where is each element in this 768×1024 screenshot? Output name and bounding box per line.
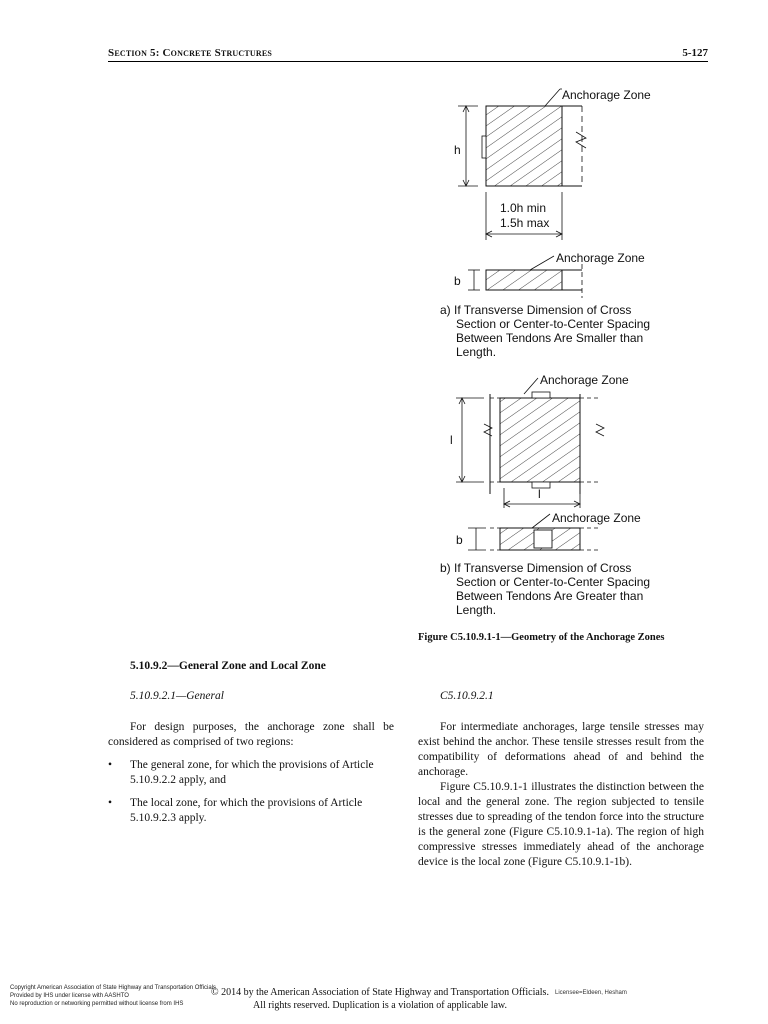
case-a-line-4: Length. — [456, 345, 497, 359]
commentary-paragraph-1: For intermediate anchorages, large tensile stresses may exist behind the anchor. These tensile stresses result from the compatibility of deformations ahead of and behind the anchorage. — [418, 721, 704, 778]
list-item: • The local zone, for which the provisions of Article 5.10.9.2.3 apply. — [108, 796, 394, 826]
case-b-line-4: Length. — [456, 603, 497, 617]
article-subheading: 5.10.9.2.1—General — [130, 690, 224, 702]
copyright-line: © 2014 by the American Association of State Highway and Transportation Officials. — [211, 987, 549, 998]
case-a-line-3: Between Tendons Are Smaller than — [456, 331, 644, 345]
case-b-line-1: b) If Transverse Dimension of Cross — [440, 561, 632, 575]
list-item: • The general zone, for which the provisions of Article 5.10.9.2.2 apply, and — [108, 758, 394, 788]
label-anchorage-zone-a1: Anchorage Zone — [562, 88, 651, 102]
zone-list — [108, 758, 394, 826]
copyright-footer — [210, 986, 550, 1012]
anchorage-zone-figure — [420, 84, 690, 624]
label-l-vertical: l — [450, 433, 453, 447]
case-b-elevation — [450, 373, 629, 508]
label-anchorage-zone-a2: Anchorage Zone — [556, 251, 645, 265]
label-b-a: b — [454, 274, 461, 288]
license-line: Copyright American Association of State Highway and Transportation Officials — [10, 985, 216, 991]
running-header-section: Section 5: Concrete Structures — [108, 47, 273, 59]
case-b-plan — [456, 511, 641, 550]
label-anchorage-zone-b2: Anchorage Zone — [552, 511, 641, 525]
spec-intro-paragraph: For design purposes, the anchorage zone shall be considered as comprised of two regions: — [108, 721, 394, 748]
commentary-subheading: C5.10.9.2.1 — [440, 690, 494, 702]
licensee-note: Licensee=Eldeen, Hesham — [555, 990, 627, 996]
case-a-plan — [454, 251, 645, 298]
dim-min: 1.0h min — [500, 201, 547, 215]
case-b-line-2: Section or Center-to-Center Spacing — [456, 575, 651, 589]
specification-column — [108, 720, 394, 834]
license-line: No reproduction or networking permitted without license from IHS — [10, 1001, 184, 1007]
figure-caption: Figure C5.10.9.1-1—Geometry of the Anchorage Zones — [418, 632, 665, 643]
commentary-paragraph-2: Figure C5.10.9.1-1 illustrates the distinction between the local and the general zone. The region subjected to tensile stresses due to spreading of the tendon force into the structure is the general zone (Figure C5.10.9.1-1a). The region of high compressive stresses immediately ahead of the anchorage device is the local zone (Figure C5.10.9.1-1b). — [418, 781, 704, 868]
section-heading: 5.10.9.2—General Zone and Local Zone — [130, 660, 326, 672]
page-number: 5-127 — [682, 47, 708, 59]
case-b-line-3: Between Tendons Are Greater than — [456, 589, 644, 603]
rights-line: All rights reserved. Duplication is a violation of applicable law. — [252, 1000, 507, 1011]
label-b-b: b — [456, 533, 463, 547]
license-line: Provided by IHS under license with AASHTO — [10, 993, 129, 999]
label-h: h — [454, 143, 461, 157]
label-l-horizontal: l — [538, 487, 541, 501]
case-a-elevation — [454, 88, 651, 240]
dim-max: 1.5h max — [500, 216, 550, 230]
license-notice — [10, 984, 216, 1008]
case-a-line-2: Section or Center-to-Center Spacing — [456, 317, 651, 331]
header-rule — [108, 61, 708, 62]
commentary-column — [418, 720, 704, 870]
case-a-line-1: a) If Transverse Dimension of Cross — [440, 303, 632, 317]
label-anchorage-zone-b1: Anchorage Zone — [540, 373, 629, 387]
